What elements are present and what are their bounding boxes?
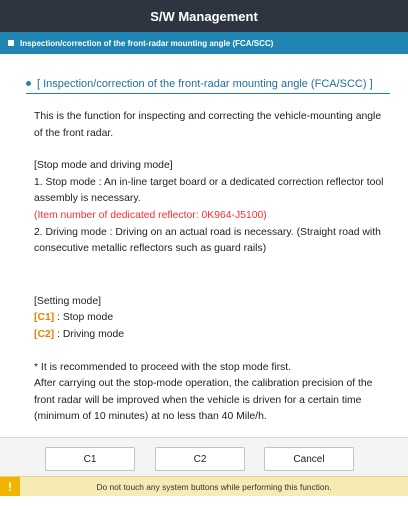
intro-text: This is the function for inspecting and correcting the vehicle-mounting angle of the front radar. <box>34 111 382 139</box>
square-bullet-icon <box>8 40 14 46</box>
description-body <box>34 109 390 426</box>
warning-bar <box>0 476 408 496</box>
setting-c1-line <box>34 310 390 327</box>
cancel-button[interactable]: Cancel <box>264 447 354 471</box>
c2-label: : Driving mode <box>54 328 125 340</box>
button-bar <box>0 438 408 476</box>
reflector-item-number: (Item number of dedicated reflector: 0K964-J5100) <box>34 209 267 221</box>
subheader-text: Inspection/correction of the front-radar mounting angle (FCA/SCC) <box>20 38 274 48</box>
bottom-margin <box>0 496 408 506</box>
driving-mode-description: 2. Driving mode : Driving on an actual road is necessary. (Straight road with consecutive metallic reflectors such as guard rails) <box>34 226 381 255</box>
c2-button[interactable]: C2 <box>155 447 245 471</box>
window-title: S/W Management <box>150 8 258 24</box>
content-panel <box>0 54 408 437</box>
section-title: [ Inspection/correction of the front-radar mounting angle (FCA/SCC) ] <box>37 77 373 90</box>
modes-heading: [Stop mode and driving mode] <box>34 160 173 172</box>
stop-mode-description: 1. Stop mode : An in-line target board or a dedicated correction reflector tool assembly is necessary. <box>34 176 384 205</box>
c1-key: [C1] <box>34 312 55 324</box>
bullet-dot-icon <box>26 81 31 86</box>
c2-key: [C2] <box>34 328 55 340</box>
window-title-bar <box>0 0 408 32</box>
c1-button[interactable]: C1 <box>45 447 135 471</box>
recommendation-note: * It is recommended to proceed with the stop mode first. <box>34 361 292 373</box>
c1-label: : Stop mode <box>54 312 114 324</box>
warning-text: Do not touch any system buttons while performing this function. <box>96 481 332 492</box>
section-header <box>26 74 390 94</box>
setting-mode-heading: [Setting mode] <box>34 295 102 307</box>
setting-c2-line <box>34 327 390 344</box>
warning-icon: ! <box>0 477 20 496</box>
calibration-note: After carrying out the stop-mode operation, the calibration precision of the front radar will be improved when the vehicle is driven for a certain time (minimum of 10 minutes) at no less than 40 Mile/h. <box>34 378 373 423</box>
function-subheader <box>0 32 408 54</box>
